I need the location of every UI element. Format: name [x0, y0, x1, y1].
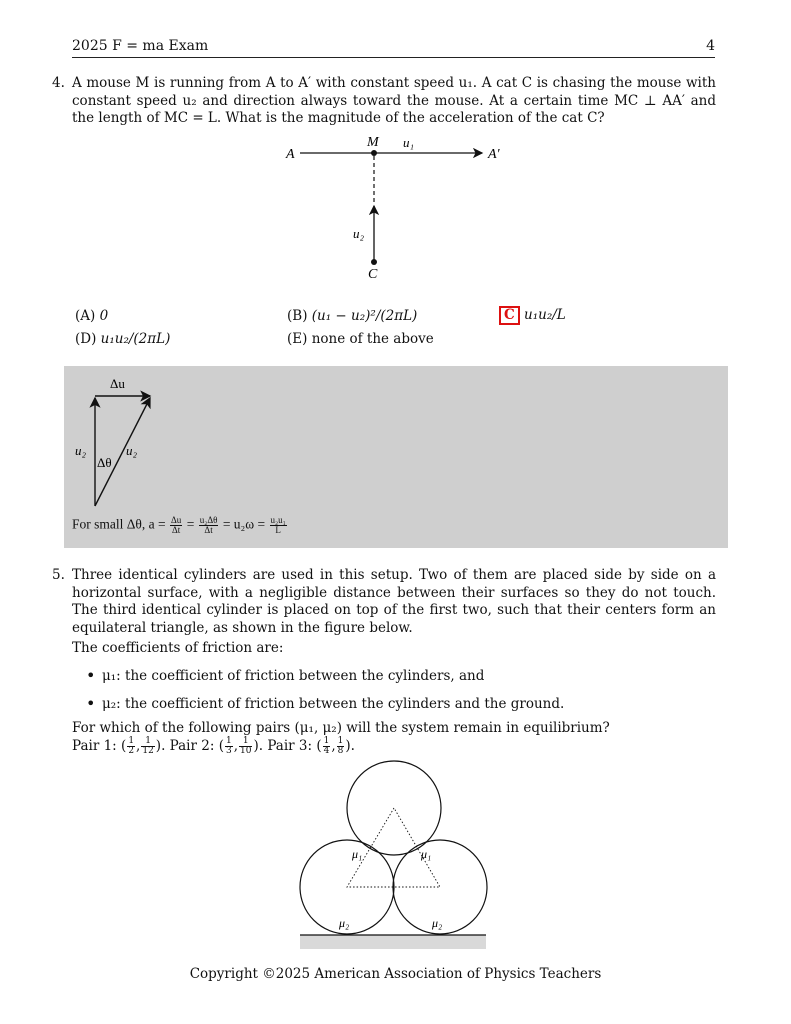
label-delta-theta: Δθ — [97, 455, 112, 470]
solution-equation: For small Δθ, a = $\frac{\Delta u}{\Delta t}$ = $\frac{\text{u₂Δθ}}{\Delta t}$ = u₂ω = $\frac{\text{u₂u₁}}{L}$ — [72, 515, 286, 535]
label-mu2-left: μ₂ — [339, 916, 350, 930]
mouse-point — [371, 150, 377, 156]
correct-answer-badge: C — [499, 306, 520, 325]
label-mu2-right: μ₂ — [432, 916, 443, 930]
q5-number: 5. — [52, 567, 65, 583]
choice-c-correct: C u₁u₂/L — [499, 306, 566, 325]
label-u2-left: u₂ — [75, 443, 87, 458]
bullet-mu1: • μ₁: the coefficient of friction between the cylinders, and — [86, 668, 716, 686]
u2-final-vector — [95, 398, 150, 506]
q5-text: Three identical cylinders are used in this setup. Two of them are placed side by side on a horizontal surface, with a negligible distance between their surfaces so they do not touch. The third identical cylinder is placed on top of the first two, such that their centers form an equilateral triangle, as shown in the figure below. — [72, 567, 716, 636]
bullet-mu2: • μ₂: the coefficient of friction between the cylinders and the ground. — [86, 696, 716, 714]
q4-text: A mouse M is running from A to A′ with constant speed u₁. A cat C is chasing the mouse with constant speed u₂ and direction always toward the mouse. At a certain time MC ⊥ AA′ and the length of MC = L. What is the magnitude of the acceleration of the cat C? — [72, 75, 716, 126]
q5-question: For which of the following pairs (μ₁, μ₂) will the system remain in equilibrium? — [72, 720, 610, 736]
q4-figure — [270, 128, 530, 288]
label-u2-right: u₂ — [126, 443, 138, 458]
copyright-footer: Copyright ©2025 American Association of Physics Teachers — [189, 966, 602, 982]
label-u1: u₁ — [403, 135, 415, 150]
label-u2: u₂ — [353, 226, 365, 241]
exam-title: 2025 F = ma Exam — [72, 38, 209, 54]
page-header — [72, 38, 715, 56]
q4-number: 4. — [52, 75, 65, 91]
page-number: 4 — [706, 38, 715, 54]
choice-d: (D) u₁u₂/(2πL) — [75, 331, 171, 347]
solution-vector-diagram — [64, 366, 264, 516]
label-a: A — [286, 147, 295, 162]
header-rule — [72, 57, 715, 58]
choice-a: (A) 0 — [75, 308, 109, 324]
choice-e: (E) none of the above — [287, 331, 434, 347]
label-m: M — [367, 135, 379, 150]
label-a-prime: A′ — [488, 147, 500, 162]
choice-b: (B) (u₁ − u₂)²/(2πL) — [287, 308, 418, 324]
label-mu1-left: μ₁ — [352, 847, 363, 861]
q5-pairs: Pair 1: ( $\frac{1}{2}$ , $\frac{1}{12}$ ). Pair 2: ( $\frac{1}{3}$ , $\frac{1}{10}$ ). Pair 3: ( $\frac{1}{4}$ , $\frac{1}{8}$ ). — [72, 736, 355, 756]
q5-coef-intro: The coefficients of friction are: — [72, 640, 284, 656]
cat-point — [371, 259, 377, 265]
label-c: C — [368, 267, 378, 282]
label-delta-u: Δu — [110, 376, 125, 391]
q5-cylinders-figure — [290, 755, 500, 955]
q5-bullet-list — [86, 668, 716, 723]
ground-surface — [300, 935, 486, 949]
label-mu1-right: μ₁ — [421, 847, 432, 861]
